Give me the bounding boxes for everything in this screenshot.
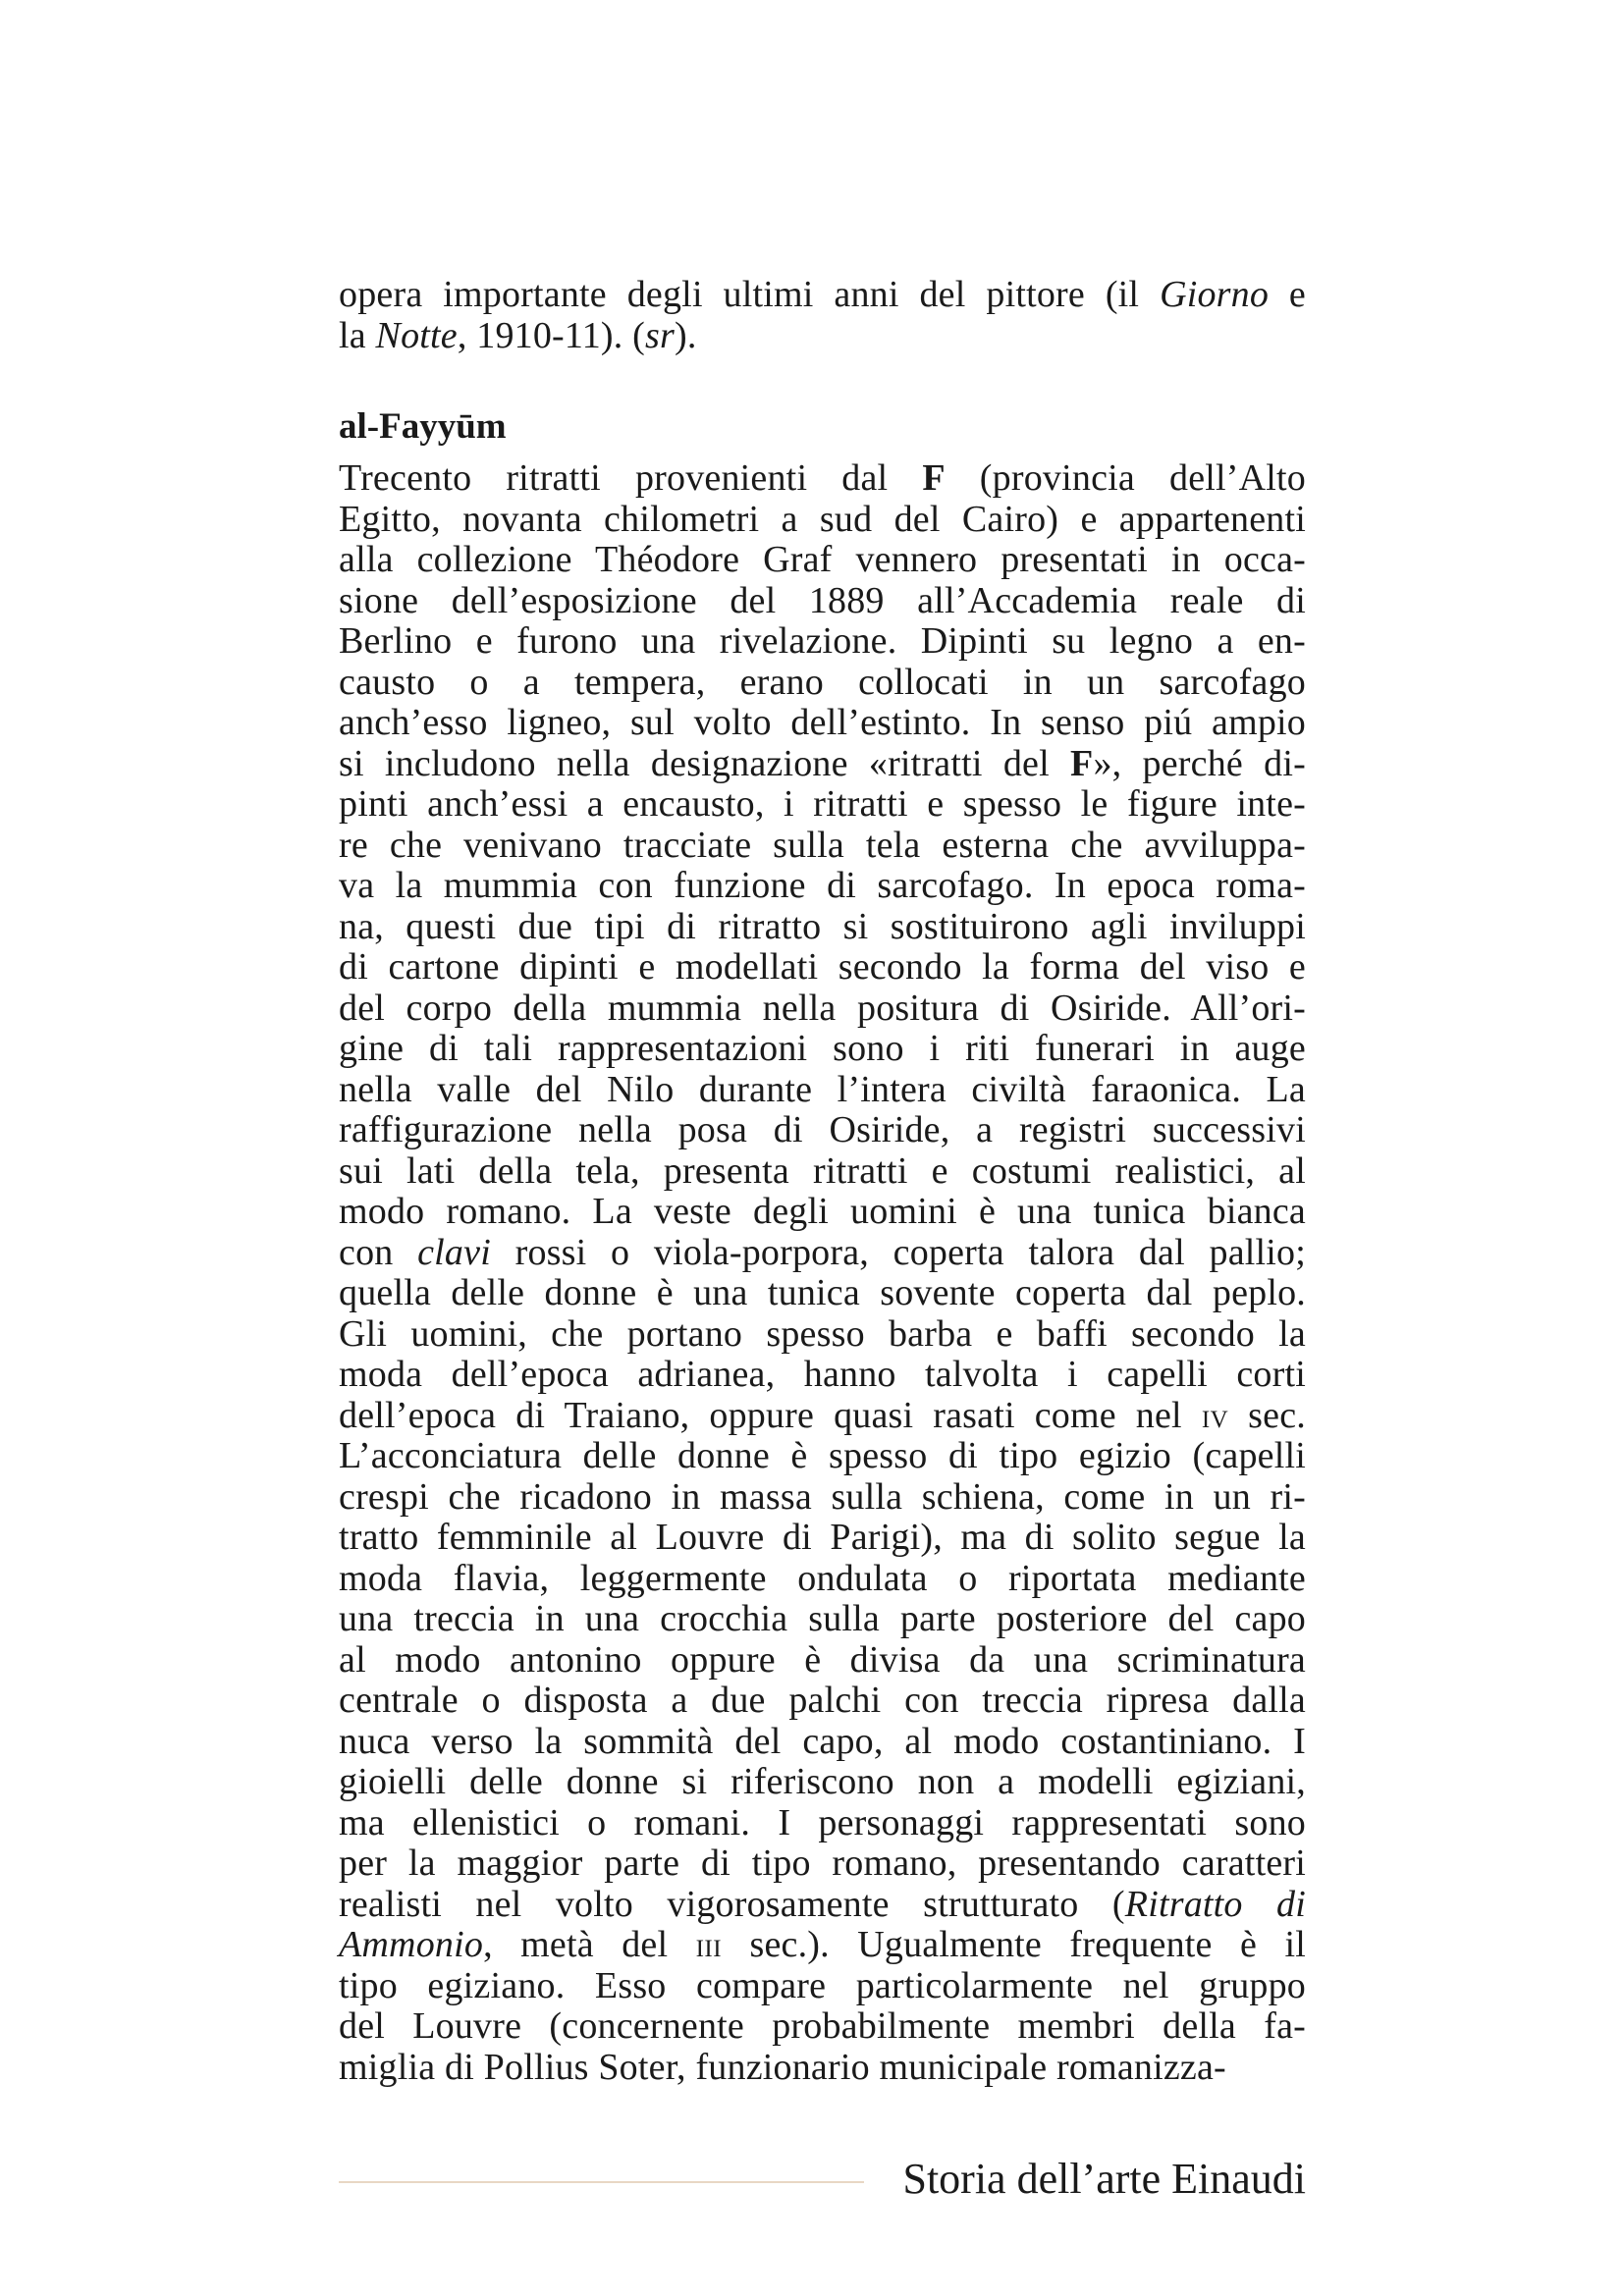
text-line: pinti anch’essi a encausto, i ritratti e spesso le figure inte- xyxy=(339,783,1306,825)
text-line: centrale o disposta a due palchi con treccia ripresa dalla xyxy=(339,1680,1306,1721)
footer-rule xyxy=(339,2181,864,2183)
text-line: Berlino e furono una rivelazione. Dipinti su legno a en- xyxy=(339,620,1306,662)
roman-numeral: iv xyxy=(1201,1395,1229,1435)
text-line: alla collezione Théodore Graf vennero presentati in occa- xyxy=(339,539,1306,580)
text-line: na, questi due tipi di ritratto si sostituirono agli inviluppi xyxy=(339,905,1306,947)
entry-title: al-Fayyūm xyxy=(339,406,507,447)
page-body xyxy=(339,275,1306,2088)
text-line: moda flavia, leggermente ondulata o riportata mediante xyxy=(339,1557,1306,1599)
text-line: opera importante degli ultimi anni del pittore (il Giorno e xyxy=(339,274,1306,315)
italic-text: Giorno xyxy=(1160,274,1270,315)
text-line: L’acconciatura delle donne è spesso di tipo egizio (capelli xyxy=(339,1435,1306,1476)
text-line: anch’esso ligneo, sul volto dell’estinto. In senso piú ampio xyxy=(339,702,1306,743)
text-line: con clavi rossi o viola-porpora, coperta talora dal pallio; xyxy=(339,1231,1306,1273)
text-line: va la mummia con funzione di sarcofago. In epoca roma- xyxy=(339,865,1306,906)
text-line: crespi che ricadono in massa sulla schiena, come in un ri- xyxy=(339,1475,1306,1518)
text-line: Ammonio, metà del iii sec.). Ugualmente frequente è il xyxy=(339,1924,1306,1965)
text-line: realisti nel volto vigorosamente strutturato (Ritratto di xyxy=(339,1883,1306,1925)
text-line: sione dell’esposizione del 1889 all’Accademia reale di xyxy=(339,579,1306,621)
text-line: dell’epoca di Traiano, oppure quasi rasati come nel iv sec. xyxy=(339,1394,1307,1436)
italic-text: clavi xyxy=(417,1231,491,1273)
text-line: si includono nella designazione «ritratti del F», perché di- xyxy=(339,742,1306,784)
text-line: Trecento ritratti provenienti dal F (provincia dell’Alto xyxy=(339,457,1306,499)
text-line: di cartone dipinti e modellati secondo la forma del viso e xyxy=(339,946,1306,988)
text-line: gine di tali rappresentazioni sono i riti funerari in auge xyxy=(339,1028,1306,1069)
italic-text: sr xyxy=(645,314,675,356)
text-line: nella valle del Nilo durante l’intera civiltà faraonica. La xyxy=(339,1068,1306,1110)
text-line: ma ellenistici o romani. I personaggi rappresentati sono xyxy=(339,1801,1306,1843)
footer-title: Storia dell’arte Einaudi xyxy=(902,2155,1306,2203)
text-line: Gli uomini, che portano spesso barba e baffi secondo la xyxy=(339,1312,1306,1355)
text-line: del Louvre (concernente probabilmente membri della fa- xyxy=(339,2005,1306,2047)
text-line: una treccia in una crocchia sulla parte posteriore del capo xyxy=(339,1598,1306,1639)
text-line: modo romano. La veste degli uomini è una tunica bianca xyxy=(339,1191,1306,1232)
roman-numeral: iii xyxy=(695,1925,723,1964)
text-line: re che venivano tracciate sulla tela esterna che avviluppa- xyxy=(339,824,1306,866)
entry-paragraph xyxy=(339,458,1306,2088)
text-line: sui lati della tela, presenta ritratti e costumi realistici, al xyxy=(339,1149,1306,1192)
italic-text: Ammonio xyxy=(339,1924,484,1965)
text-line: raffigurazione nella posa di Osiride, a registri successivi xyxy=(339,1109,1306,1150)
text-line: Egitto, novanta chilometri a sud del Cairo) e appartenenti xyxy=(339,498,1306,540)
text-line: gioielli delle donne si riferiscono non a modelli egiziani, xyxy=(339,1761,1306,1802)
text-line: tratto femminile al Louvre di Parigi), ma di solito segue la xyxy=(339,1517,1306,1558)
intro-paragraph xyxy=(339,275,1306,356)
bold-abbreviation: F xyxy=(922,457,946,499)
text-line: quella delle donne è una tunica sovente coperta dal peplo. xyxy=(339,1272,1306,1313)
bold-abbreviation: F xyxy=(1070,742,1094,784)
text-line: tipo egiziano. Esso compare particolarmente nel gruppo xyxy=(339,1964,1306,2006)
page-footer xyxy=(339,2150,1306,2209)
text-line: del corpo della mummia nella positura di Osiride. All’ori- xyxy=(339,987,1306,1029)
text-line: causto o a tempera, erano collocati in un sarcofago xyxy=(339,661,1306,703)
text-line: moda dell’epoca adrianea, hanno talvolta i capelli corti xyxy=(339,1354,1306,1395)
text-line: nuca verso la sommità del capo, al modo costantiniano. I xyxy=(339,1720,1306,1762)
text-line: al modo antonino oppure è divisa da una scriminatura xyxy=(339,1638,1306,1681)
italic-text: Ritratto di xyxy=(1124,1883,1306,1925)
text-line: miglia di Pollius Soter, funzionario municipale romanizza- xyxy=(339,2046,1226,2088)
text-line: per la maggior parte di tipo romano, presentando caratteri xyxy=(339,1842,1306,1884)
text-line: la Notte, 1910-11). (sr). xyxy=(339,314,697,356)
italic-text: Notte xyxy=(375,314,458,356)
